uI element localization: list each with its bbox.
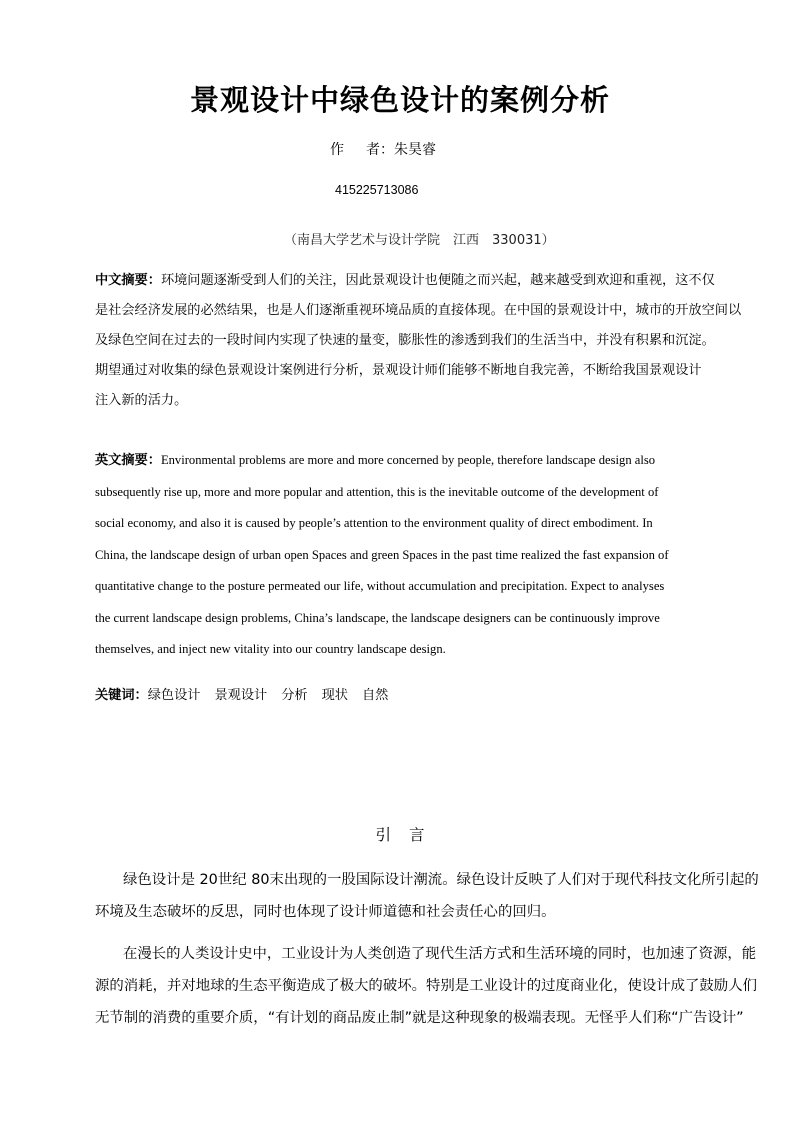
english-abstract (95, 445, 759, 666)
paragraph-line: 在漫长的人类设计史中，工业设计为人类创造了现代生活方式和生活环境的同时，也加速了资源，能 (123, 946, 757, 962)
abstract-line: social economy, and also it is caused by people’s attention to the environment quality of direct embodiment. In (95, 516, 653, 530)
chinese-abstract-label: 中文摘要： (95, 273, 161, 288)
paragraph-line: 无节制的消费的重要介质，“有计划的商品废止制”就是这种现象的极端表现。无怪乎人们称“广告设计” (95, 1010, 744, 1026)
student-id: 415225713086 (335, 183, 419, 197)
paragraph (95, 938, 759, 1034)
abstract-line: the current landscape design problems, China’s landscape, the landscape designers can be continuously improve (95, 610, 660, 625)
author-label: 作 (330, 142, 344, 158)
section-heading: 引言 (375, 826, 443, 844)
keyword: 绿色设计 (147, 688, 201, 703)
document-title: 景观设计中绿色设计的案例分析 (189, 83, 610, 117)
abstract-line: 期望通过对收集的绿色景观设计案例进行分析，景观设计师们能够不断地自我完善，不断给我国景观设计 (95, 363, 702, 378)
paragraph-line: 绿色设计是 20世纪 80末出现的一股国际设计潮流。绿色设计反映了人们对于现代科技文化所引起的 (123, 872, 759, 888)
paragraph-line: 源的消耗，并对地球的生态平衡造成了极大的破坏。特别是工业设计的过度商业化，使设计成了鼓励人们 (95, 978, 757, 994)
keywords (95, 682, 759, 710)
chinese-abstract (95, 266, 759, 416)
abstract-line: themselves, and inject new vitality into our country landscape design. (95, 642, 446, 656)
keyword: 现状 (321, 688, 348, 703)
english-abstract-label: 英文摘要： (95, 453, 161, 468)
abstract-line: 英文摘要：Environmental problems are more and more concerned by people, therefore landscape design also (95, 453, 656, 468)
affiliation: （南昌大学艺术与设计学院 江西 330031） (284, 233, 555, 248)
keyword: 自然 (362, 688, 389, 703)
keywords-label: 关键词： (95, 688, 148, 703)
abstract-line: subsequently rise up, more and more popular and attention, this is the inevitable outcome of the development of (95, 484, 659, 499)
abstract-line: China, the landscape design of urban open Spaces and green Spaces in the past time realized the fast expansion of (95, 547, 669, 562)
author-name: 者：朱昊睿 (366, 142, 436, 158)
abstract-line: quantitative change to the posture permeated our life, without accumulation and precipitation. Expect to analyses (95, 579, 665, 593)
abstract-line: 是社会经济发展的必然结果，也是人们逐渐重视环境品质的直接体现。在中国的景观设计中，城市的开放空间以 (95, 303, 742, 318)
abstract-line: 中文摘要：环境问题逐渐受到人们的关注，因此景观设计也便随之而兴起，越来越受到欢迎和重视，这不仅 (95, 273, 715, 288)
paragraph-line: 环境及生态破坏的反思，同时也体现了设计师道德和社会责任心的回归。 (95, 904, 556, 920)
author-line (330, 139, 436, 159)
keyword: 景观设计 (214, 688, 268, 703)
keyword: 分析 (281, 688, 308, 703)
abstract-line: 注入新的活力。 (95, 393, 188, 408)
abstract-line: 及绿色空间在过去的一段时间内实现了快速的量变，膨胀性的渗透到我们的生活当中，并没有积累和沉淀。 (95, 333, 715, 348)
paragraph (95, 864, 759, 928)
